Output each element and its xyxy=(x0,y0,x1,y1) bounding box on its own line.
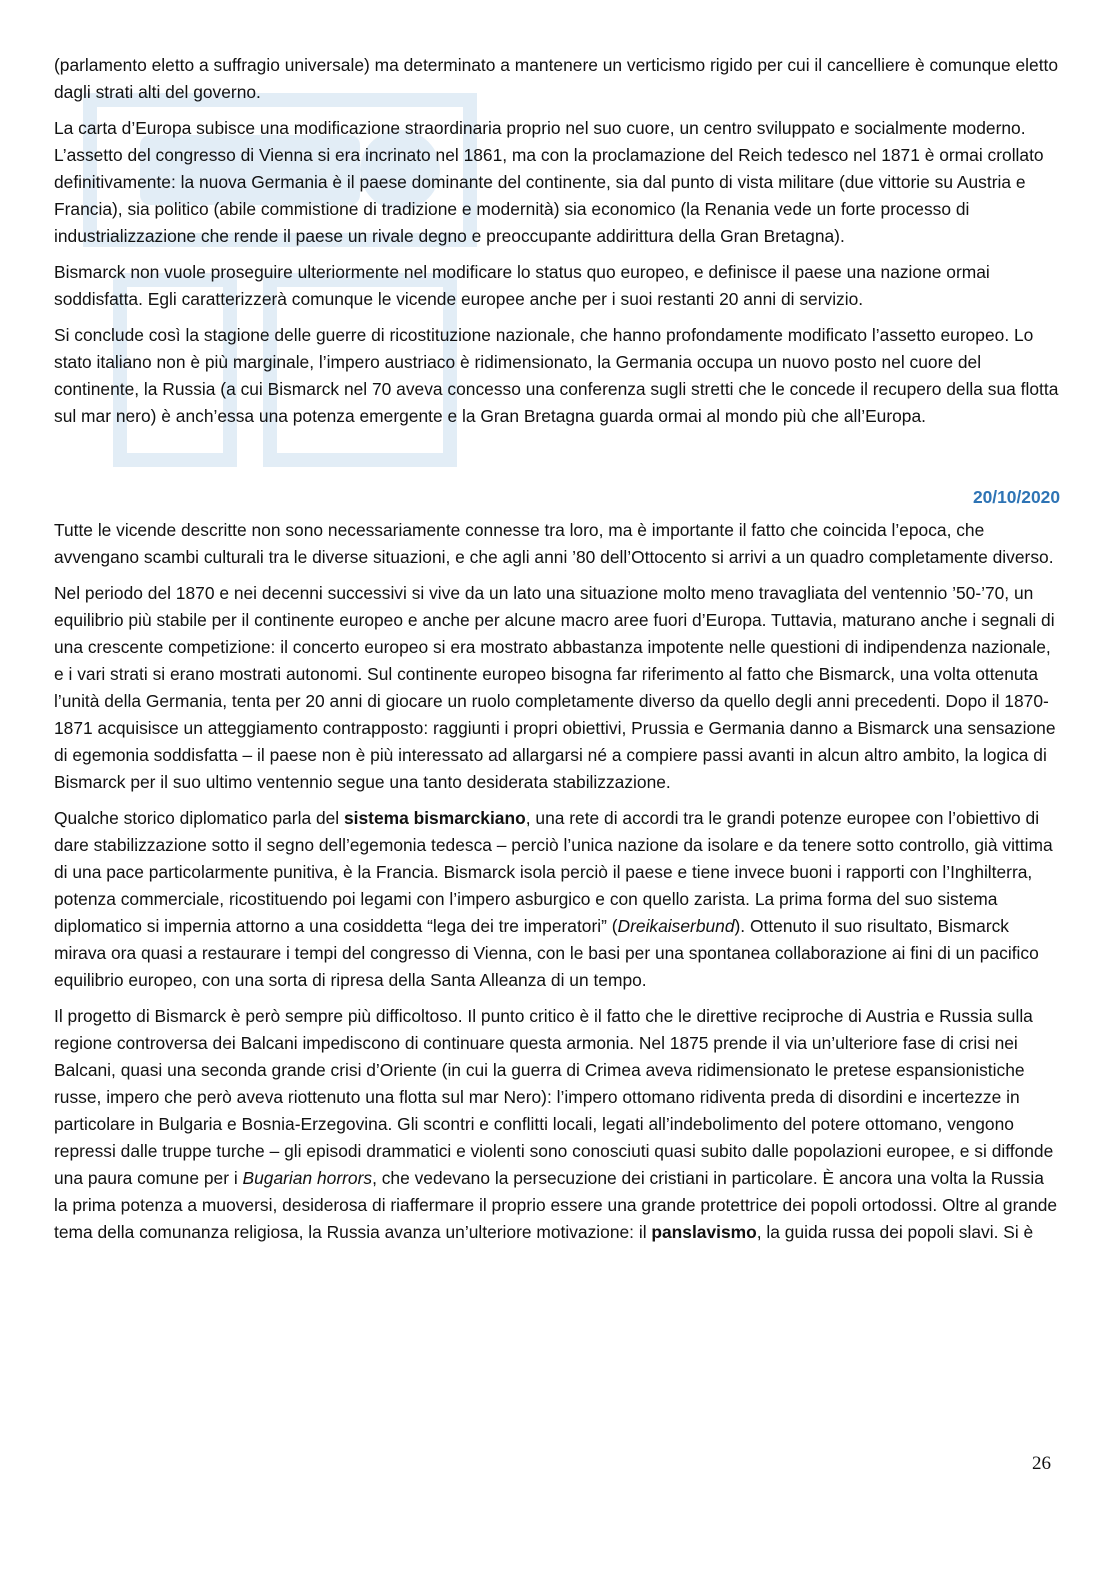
paragraph xyxy=(54,805,1060,994)
text-run: ). Ottenuto il suo risultato, Bismarck mirava ora quasi a restaurare i tempi del congresso di Vienna, con le basi per una spontanea collaborazione ai fini di un pacifico equilibrio europeo, con una sorta di ripresa della Santa Alleanza di un tempo. xyxy=(54,916,1039,990)
paragraph xyxy=(54,580,1060,796)
section-date: 20/10/2020 xyxy=(972,487,1060,507)
text-run: Tutte le vicende descritte non sono necessariamente connesse tra loro, ma è importante il fatto che coincida l’epoca, che avvengano scambi culturali tra le diverse situazioni, e che agli anni ’80 dell’Ottocento si arrivi a un quadro completamente diverso. xyxy=(54,520,1054,567)
text-run: La carta d’Europa subisce una modificazione straordinaria proprio nel suo cuore, un centro sviluppato e socialmente moderno. L’assetto del congresso di Vienna si era incrinato nel 1861, ma con la proclamazione del Reich tedesco nel 1871 è ormai crollato definitivamente: la nuova Germania è il paese dominante del continente, sia dal punto di vista militare (due vittorie su Austria e Francia), sia politico (abile commistione di tradizione e modernità) sia economico (la Renania vede un forte processo di industrializzazione che rende il paese un rivale degno e preoccupante addirittura della Gran Bretagna). xyxy=(54,118,1044,246)
paragraph xyxy=(54,52,1060,106)
paragraph xyxy=(54,322,1060,430)
top-section xyxy=(54,52,1060,430)
text-run: Qualche storico diplomatico parla del xyxy=(54,808,344,828)
text-run: Bismarck non vuole proseguire ulteriormente nel modificare lo status quo europeo, e definisce il paese una nazione ormai soddisfatta. Egli caratterizzerà comunque le vicende europee anche per i suoi restanti 20 anni di servizio. xyxy=(54,262,990,309)
paragraph xyxy=(54,115,1060,250)
bold-term: sistema bismarckiano xyxy=(344,808,526,828)
page-number: 26 xyxy=(1032,1453,1051,1474)
italic-term: Bugarian horrors xyxy=(242,1168,373,1188)
italic-term: Dreikaiserbund xyxy=(617,916,735,936)
bottom-section xyxy=(54,517,1060,1246)
text-run: Si conclude così la stagione delle guerre di ricostituzione nazionale, che hanno profondamente modificato l’assetto europeo. Lo stato italiano non è più marginale, l’impero austriaco è ridimensionato, la Germania occupa un nuovo posto nel cuore del continente, la Russia (a cui Bismarck nel 70 aveva concesso una conferenza sugli stretti che le concede il recupero della sua flotta sul mar nero) è anch’essa una potenza emergente e la Gran Bretagna guarda ormai al mondo più che all’Europa. xyxy=(54,325,1059,426)
paragraph xyxy=(54,1003,1060,1246)
bold-term: panslavismo xyxy=(651,1222,757,1242)
text-run: , che vedevano la persecuzione dei cristiani in particolare. È ancora una volta la Russia la prima potenza a muoversi, desiderosa di riaffermare il proprio essere una grande protettrice dei popoli ortodossi. Oltre al grande tema della comunanza religiosa, la Russia avanza un’ulteriore motivazione: il xyxy=(54,1168,1058,1242)
paragraph xyxy=(54,517,1060,571)
text-run: (parlamento eletto a suffragio universale) ma determinato a mantenere un verticismo rigido per cui il cancelliere è comunque eletto dagli strati alti del governo. xyxy=(54,55,1059,102)
text-run: , la guida russa dei popoli slavi. Si è xyxy=(756,1222,1034,1242)
text-run: Nel periodo del 1870 e nei decenni successivi si vive da un lato una situazione molto meno travagliata del ventennio ’50-’70, un equilibrio più stabile per il continente europeo e anche per alcune macro aree fuori d’Europa. Tuttavia, maturano anche i segnali di una crescente competizione: il concerto europeo si era mostrato abbastanza impotente nelle questioni di indipendenza nazionale, e i vari strati si erano mostrati autonomi. Sul continente europeo bisogna far riferimento al fatto che Bismarck, una volta ottenuta l’unità della Germania, tenta per 20 anni di giocare un ruolo completamente diverso da quello degli anni precedenti. Dopo il 1870-1871 acquisisce un atteggiamento contrapposto: raggiunti i propri obiettivi, Prussia e Germania danno a Bismarck una sensazione di egemonia soddisfatta – il paese non è più interessato ad allargarsi né a compiere passi avanti in alcun altro ambito, la logica di Bismarck per il suo ultimo ventennio segue una tanto desiderata stabilizzazione. xyxy=(54,583,1056,792)
paragraph xyxy=(54,259,1060,313)
text-run: Il progetto di Bismarck è però sempre più difficoltoso. Il punto critico è il fatto che le direttive reciproche di Austria e Russia sulla regione controversa dei Balcani impediscono di continuare questa armonia. Nel 1875 prende il via un’ulteriore fase di crisi nei Balcani, quasi una seconda grande crisi d’Oriente (in cui la guerra di Crimea aveva ridimensionato le pretese espansionistiche russe, impero che però aveva riottenuto una flotta sul mar Nero): l’impero ottomano ridiventa preda di disordini e incertezze in particolare in Bulgaria e Bosnia-Erzegovina. Gli scontri e conflitti locali, legati all’indebolimento del potere ottomano, vengono repressi dalle truppe turche – gli episodi drammatici e violenti sono conosciuti quasi subito dalle popolazioni europee, e si diffonde una paura comune per i xyxy=(54,1006,1054,1188)
document-body xyxy=(54,52,1060,1255)
text-run: , una rete di accordi tra le grandi potenze europee con l’obiettivo di dare stabilizzazione sotto il segno dell’egemonia tedesca – perciò l’unica nazione da isolare e da tenere sotto controllo, già vittima di una pace particolarmente punitiva, è la Francia. Bismarck isola perciò il paese e tiene invece buoni i rapporti con l’Inghilterra, potenza commerciale, ricostituendo poi legami con l’impero asburgico e con quello zarista. La prima forma del suo sistema diplomatico si impernia attorno a una cosiddetta “lega dei tre imperatori” ( xyxy=(54,808,1053,936)
